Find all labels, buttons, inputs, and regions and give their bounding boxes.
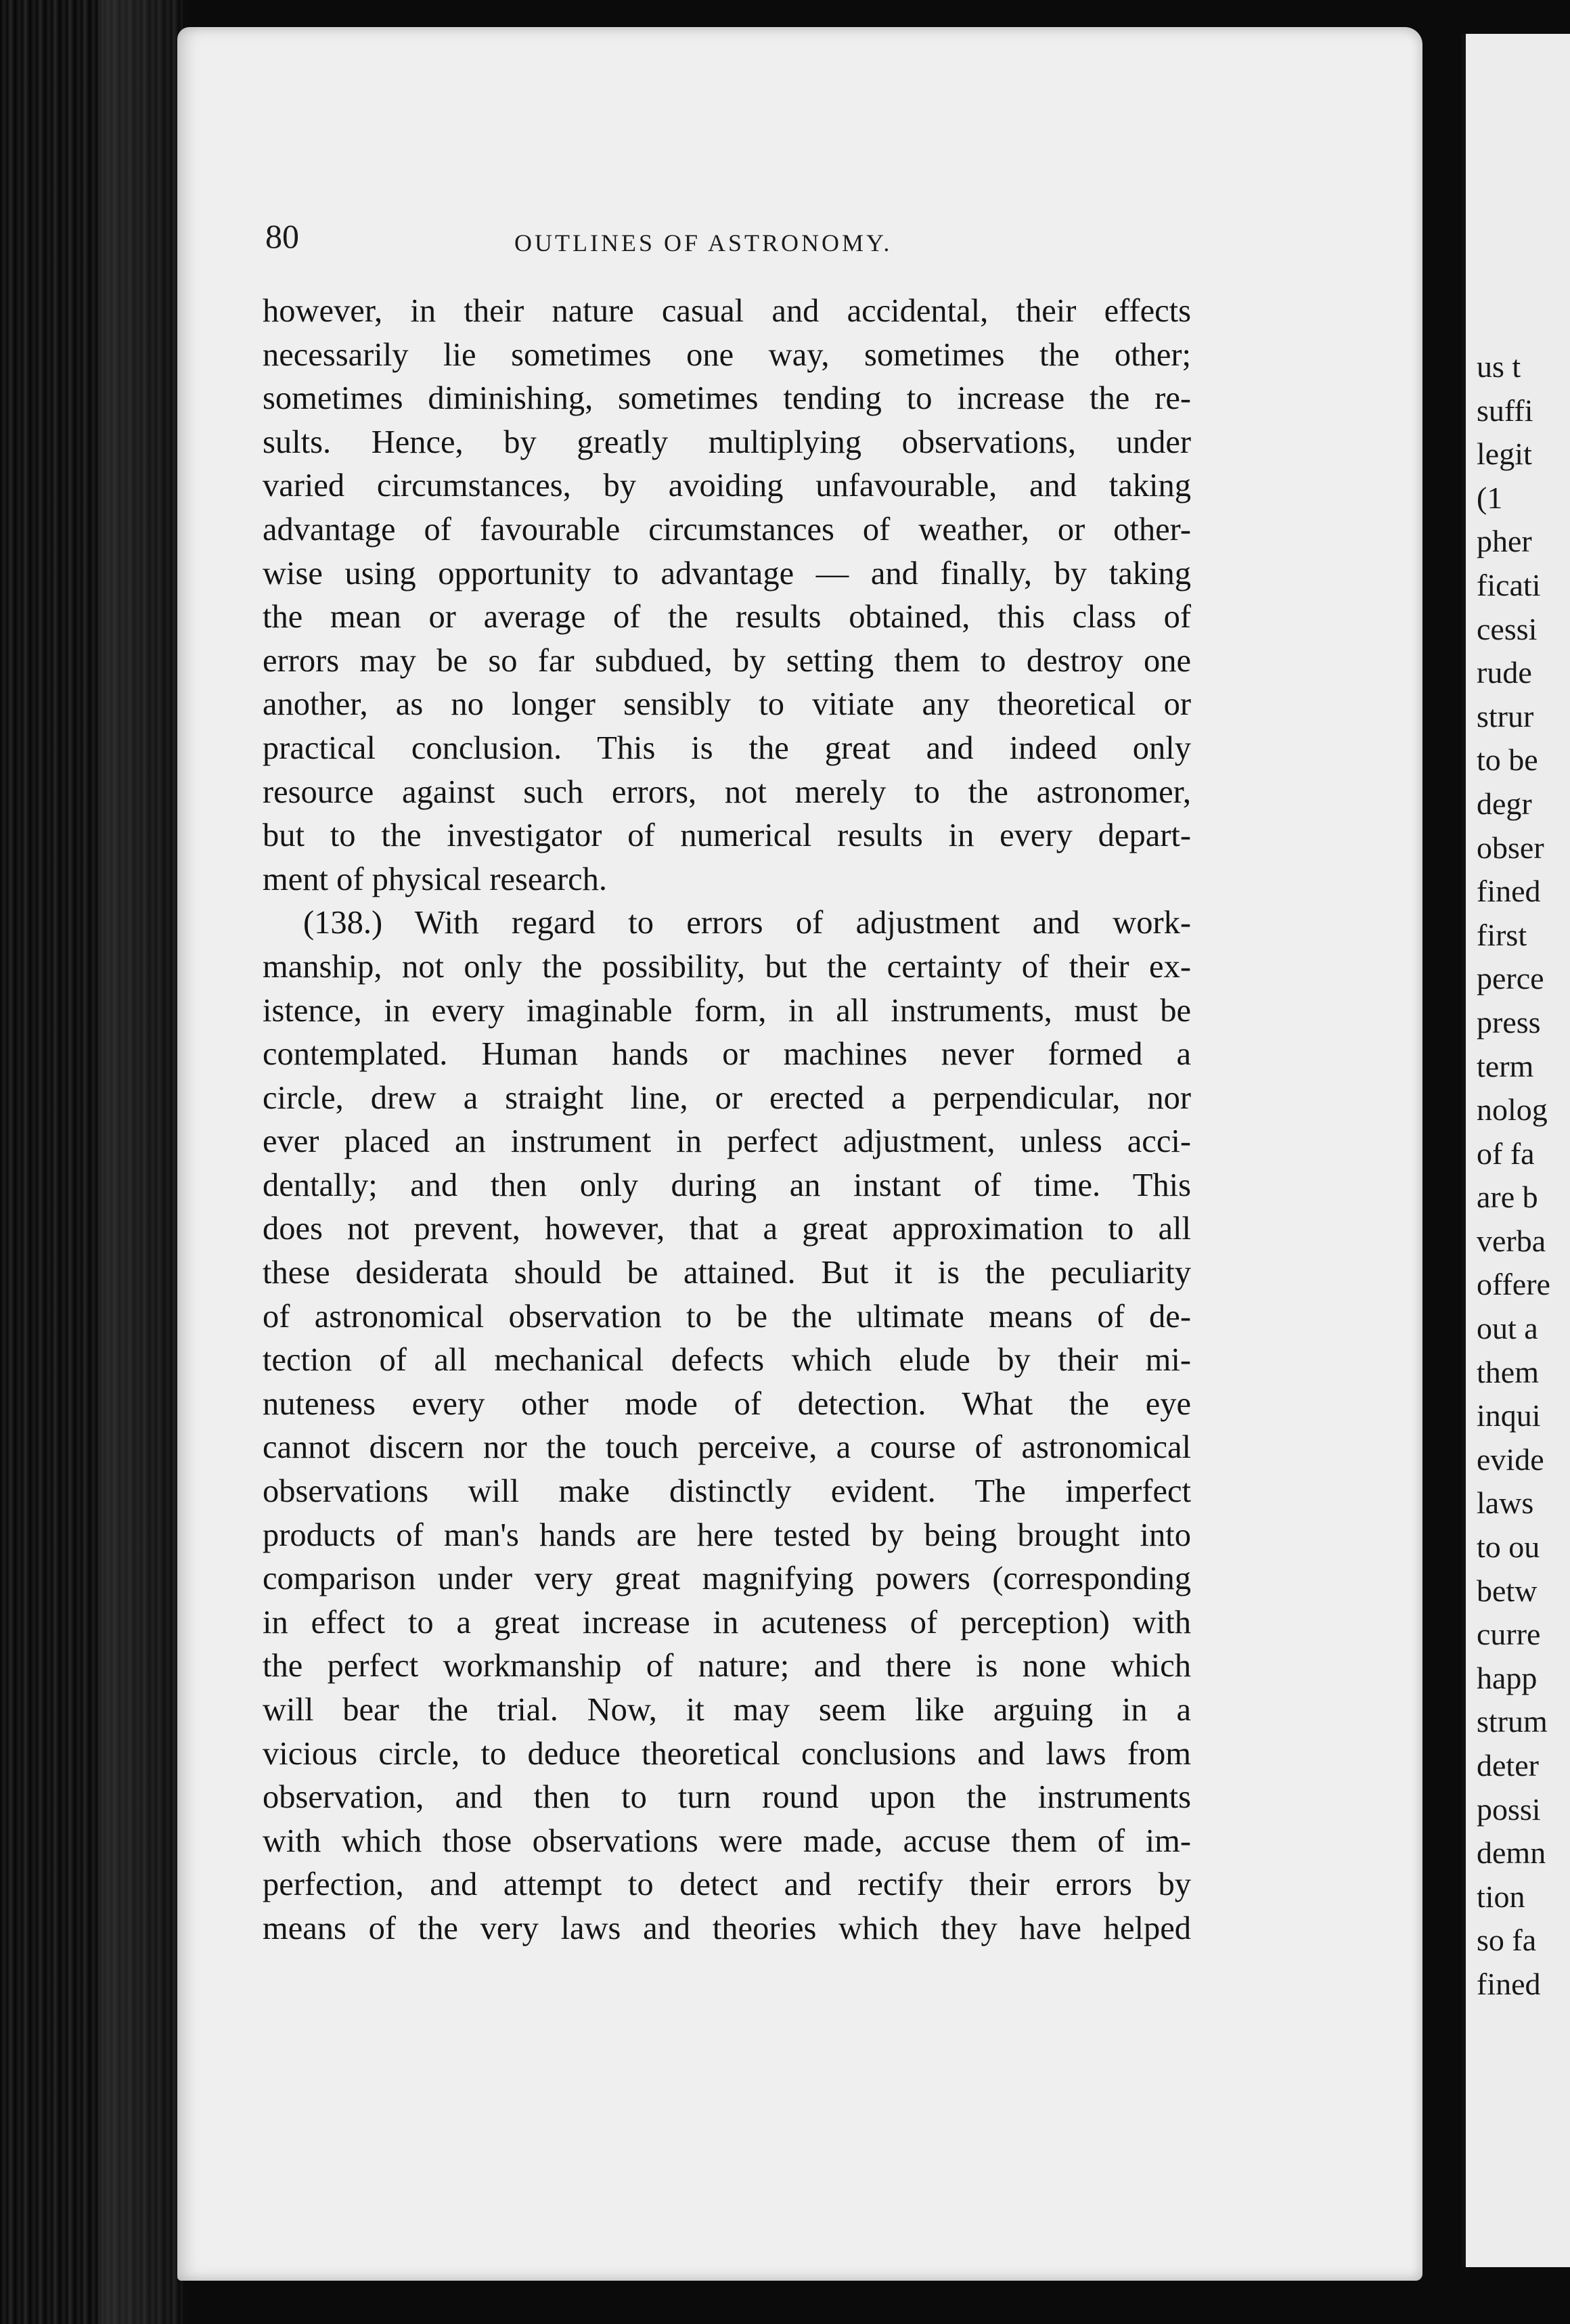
facing-line: offere — [1477, 1267, 1550, 1302]
text-line: comparison under very great magnifying powers (corresponding — [263, 1561, 1191, 1597]
text-line: with which those observations were made, accuse them of im- — [263, 1823, 1191, 1859]
facing-line: inqui — [1477, 1398, 1541, 1433]
facing-line: fined — [1477, 1966, 1541, 2001]
facing-line: tion — [1477, 1879, 1525, 1914]
facing-line: so fa — [1477, 1923, 1537, 1958]
text-line: contemplated. Human hands or machines never formed a — [263, 1036, 1191, 1073]
page-title: OUTLINES OF ASTRONOMY. — [514, 229, 893, 256]
text-line: necessarily lie sometimes one way, sometimes the other; — [263, 336, 1191, 373]
facing-line: rude — [1477, 655, 1532, 690]
text-line: products of man's hands are here tested by being brought into — [263, 1517, 1191, 1553]
text-line: but to the investigator of numerical results in every depart- — [263, 818, 1191, 854]
facing-line: demn — [1477, 1835, 1546, 1871]
text-line: vicious circle, to deduce theoretical conclusions and laws from — [263, 1735, 1191, 1772]
page-number: 80 — [265, 217, 299, 255]
facing-line: press — [1477, 1004, 1541, 1040]
text-line: perfection, and attempt to detect and rectify their errors by — [263, 1867, 1191, 1903]
facing-line: deter — [1477, 1748, 1539, 1783]
facing-line: pher — [1477, 524, 1532, 559]
facing-line: laws — [1477, 1485, 1534, 1521]
facing-line: curre — [1477, 1617, 1541, 1652]
text-line: will bear the trial. Now, it may seem like arguing in a — [263, 1692, 1191, 1728]
facing-line: cessi — [1477, 611, 1538, 646]
text-line: nuteness every other mode of detection. What the eye — [263, 1385, 1191, 1422]
facing-line: term — [1477, 1048, 1534, 1083]
facing-line: happ — [1477, 1660, 1538, 1695]
text-line: ever placed an instrument in perfect adjustment, unless acci- — [263, 1123, 1191, 1160]
facing-line: fined — [1477, 874, 1541, 909]
facing-line: first — [1477, 917, 1527, 952]
text-line: errors may be so far subdued, by setting them to destroy one — [263, 642, 1191, 679]
facing-line: us t — [1477, 349, 1521, 384]
text-line: advantage of favourable circumstances of weather, or other- — [263, 511, 1191, 548]
text-line: tection of all mechanical defects which elude by their mi- — [263, 1342, 1191, 1379]
facing-page-fragment — [1462, 34, 1570, 2267]
facing-line: strur — [1477, 698, 1534, 734]
facing-line: verba — [1477, 1223, 1546, 1258]
facing-line: (1 — [1477, 480, 1503, 515]
text-line: istence, in every imaginable form, in all instruments, must be — [263, 992, 1191, 1029]
text-line: sometimes diminishing, sometimes tending to increase the re- — [263, 380, 1191, 417]
text-line: the mean or average of the results obtained, this class of — [263, 599, 1191, 635]
facing-line: of fa — [1477, 1136, 1535, 1171]
facing-page-lines — [1466, 345, 1550, 2007]
text-line: however, in their nature casual and accidental, their effects — [263, 293, 1191, 329]
facing-line: to be — [1477, 742, 1538, 778]
facing-line: possi — [1477, 1791, 1541, 1827]
text-line: ment of physical research. — [263, 861, 608, 897]
facing-line: legit — [1477, 437, 1532, 472]
running-head — [177, 27, 1422, 102]
facing-line: strum — [1477, 1704, 1548, 1739]
facing-line: degr — [1477, 786, 1532, 821]
text-line: wise using opportunity to advantage — and finally, by taking — [263, 555, 1191, 591]
facing-line: perce — [1477, 961, 1544, 996]
facing-line: to ou — [1477, 1529, 1540, 1565]
text-line: in effect to a great increase in acuteness of perception) with — [263, 1604, 1191, 1640]
facing-line: betw — [1477, 1573, 1538, 1608]
text-line: does not prevent, however, that a great approximation to all — [263, 1211, 1191, 1247]
text-line: means of the very laws and theories which they have helped — [263, 1910, 1191, 1946]
text-line: observations will make distinctly evident. The imperfect — [263, 1473, 1191, 1510]
body-text — [263, 290, 1191, 1951]
text-line: circle, drew a straight line, or erected a perpendicular, nor — [263, 1079, 1191, 1116]
facing-line: ficati — [1477, 567, 1541, 602]
text-line: sults. Hence, by greatly multiplying observations, under — [263, 424, 1191, 460]
facing-line: out a — [1477, 1311, 1538, 1346]
text-line: cannot discern nor the touch perceive, a course of astronomical — [263, 1429, 1191, 1466]
text-line: dentally; and then only during an instant of time. This — [263, 1167, 1191, 1203]
facing-line: evide — [1477, 1442, 1544, 1477]
text-line: manship, not only the possibility, but the certainty of their ex- — [263, 948, 1191, 985]
text-line: these desiderata should be attained. But it is the peculiarity — [263, 1255, 1191, 1291]
facing-line: are b — [1477, 1180, 1538, 1215]
text-line: practical conclusion. This is the great and indeed only — [263, 730, 1191, 766]
text-line: another, as no longer sensibly to vitiate any theoretical or — [263, 686, 1191, 723]
facing-line: nolog — [1477, 1092, 1548, 1127]
binding-shadow — [102, 0, 189, 2324]
facing-line: them — [1477, 1354, 1539, 1389]
text-line: of astronomical observation to be the ultimate means of de- — [263, 1298, 1191, 1335]
facing-line: obser — [1477, 830, 1544, 865]
text-line: observation, and then to turn round upon the instruments — [263, 1779, 1191, 1816]
paragraph-start-138: (138.) With regard to errors of adjustment and work- — [303, 905, 1191, 941]
facing-line: suffi — [1477, 393, 1533, 428]
text-line: the perfect workmanship of nature; and there is none which — [263, 1648, 1191, 1684]
text-line: varied circumstances, by avoiding unfavourable, and taking — [263, 468, 1191, 504]
text-line: resource against such errors, not merely to the astronomer, — [263, 774, 1191, 810]
